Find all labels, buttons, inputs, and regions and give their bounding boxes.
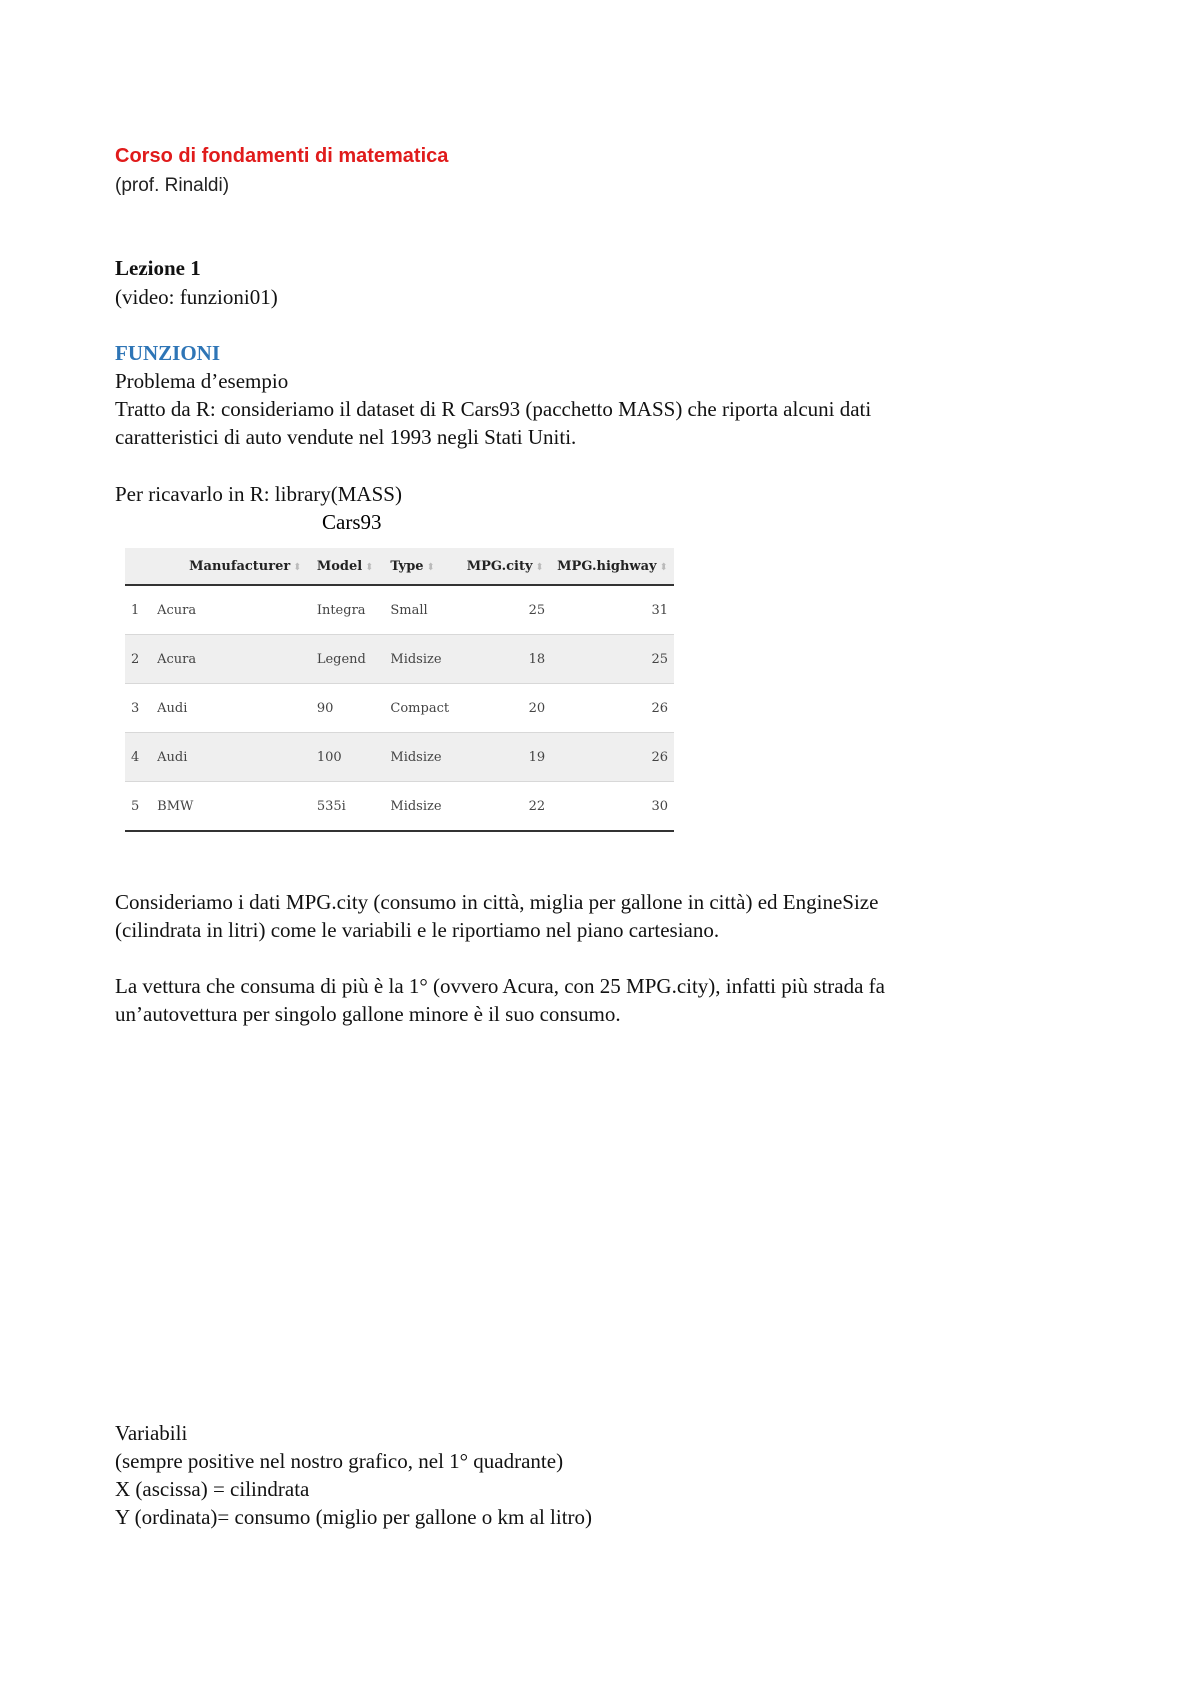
lesson-title: Lezione 1 <box>115 256 201 280</box>
cell-mpg-city: 19 <box>461 733 551 782</box>
paragraph-2-line-2: un’autovettura per singolo gallone minore è il suo consumo. <box>115 1002 621 1026</box>
variable-x: X (ascissa) = cilindrata <box>115 1477 310 1501</box>
cell-mpg-highway: 25 <box>551 635 674 684</box>
cell-mpg-city: 18 <box>461 635 551 684</box>
intro-line-2: Tratto da R: consideriamo il dataset di R Cars93 (pacchetto MASS) che riporta alcuni dati <box>115 397 872 421</box>
cell-type: Compact <box>384 684 460 733</box>
variable-y: Y (ordinata)= consumo (miglio per gallone o km al litro) <box>115 1505 593 1529</box>
sort-icon: ⬍ <box>535 561 544 573</box>
intro-line-1: Problema d’esempio <box>115 369 289 393</box>
section-title: FUNZIONI <box>115 341 221 365</box>
lesson-video: (video: funzioni01) <box>115 285 278 309</box>
variables-title: Variabili <box>115 1421 188 1445</box>
row-index: 1 <box>125 585 151 635</box>
cell-manufacturer: Acura <box>151 585 311 635</box>
table-row <box>125 585 674 635</box>
intro-line-3: caratteristici di auto vendute nel 1993 negli Stati Uniti. <box>115 425 577 449</box>
cell-manufacturer: Audi <box>151 733 311 782</box>
row-index: 3 <box>125 684 151 733</box>
table-row <box>125 635 674 684</box>
sort-icon: ⬍ <box>365 561 374 573</box>
cell-mpg-city: 20 <box>461 684 551 733</box>
dataset-name: Cars93 <box>322 510 382 534</box>
sort-icon: ⬍ <box>659 561 668 573</box>
cell-mpg-highway: 31 <box>551 585 674 635</box>
table-header-model[interactable]: Model ⬍ <box>311 548 385 585</box>
table-header-type[interactable]: Type ⬍ <box>384 548 460 585</box>
cell-mpg-city: 25 <box>461 585 551 635</box>
cell-model: 100 <box>311 733 385 782</box>
course-title: Corso di fondamenti di matematica <box>115 145 449 167</box>
cars93-table <box>125 548 674 832</box>
cell-type: Midsize <box>384 635 460 684</box>
cell-manufacturer: Acura <box>151 635 311 684</box>
professor-name: (prof. Rinaldi) <box>115 175 230 196</box>
table-header-index <box>125 548 151 585</box>
intro-line-4: Per ricavarlo in R: library(MASS) <box>115 482 402 506</box>
paragraph-2-line-1: La vettura che consuma di più è la 1° (ovvero Acura, con 25 MPG.city), infatti più strada fa <box>115 974 885 998</box>
row-index: 2 <box>125 635 151 684</box>
paragraph-1-line-2: (cilindrata in litri) come le variabili e le riportiamo nel piano cartesiano. <box>115 918 720 942</box>
cell-manufacturer: BMW <box>151 782 311 832</box>
paragraph-1-line-1: Consideriamo i dati MPG.city (consumo in città, miglia per gallone in città) ed EngineSize <box>115 890 879 914</box>
table-row <box>125 733 674 782</box>
table-header-mpg-highway[interactable]: MPG.highway ⬍ <box>551 548 674 585</box>
cell-type: Midsize <box>384 782 460 832</box>
cell-model: Integra <box>311 585 385 635</box>
cell-model: 90 <box>311 684 385 733</box>
variables-note: (sempre positive nel nostro grafico, nel 1° quadrante) <box>115 1449 564 1473</box>
table-row <box>125 782 674 832</box>
cell-mpg-highway: 26 <box>551 733 674 782</box>
sort-icon: ⬍ <box>293 561 302 573</box>
cell-mpg-highway: 30 <box>551 782 674 832</box>
cell-type: Small <box>384 585 460 635</box>
cell-type: Midsize <box>384 733 460 782</box>
table-row <box>125 684 674 733</box>
cell-model: Legend <box>311 635 385 684</box>
cell-mpg-highway: 26 <box>551 684 674 733</box>
cell-manufacturer: Audi <box>151 684 311 733</box>
sort-icon: ⬍ <box>426 561 435 573</box>
table-header-manufacturer[interactable]: Manufacturer ⬍ <box>151 548 311 585</box>
table-header-row <box>125 548 674 585</box>
cell-model: 535i <box>311 782 385 832</box>
table-header-mpg-city[interactable]: MPG.city ⬍ <box>461 548 551 585</box>
row-index: 5 <box>125 782 151 832</box>
row-index: 4 <box>125 733 151 782</box>
cell-mpg-city: 22 <box>461 782 551 832</box>
